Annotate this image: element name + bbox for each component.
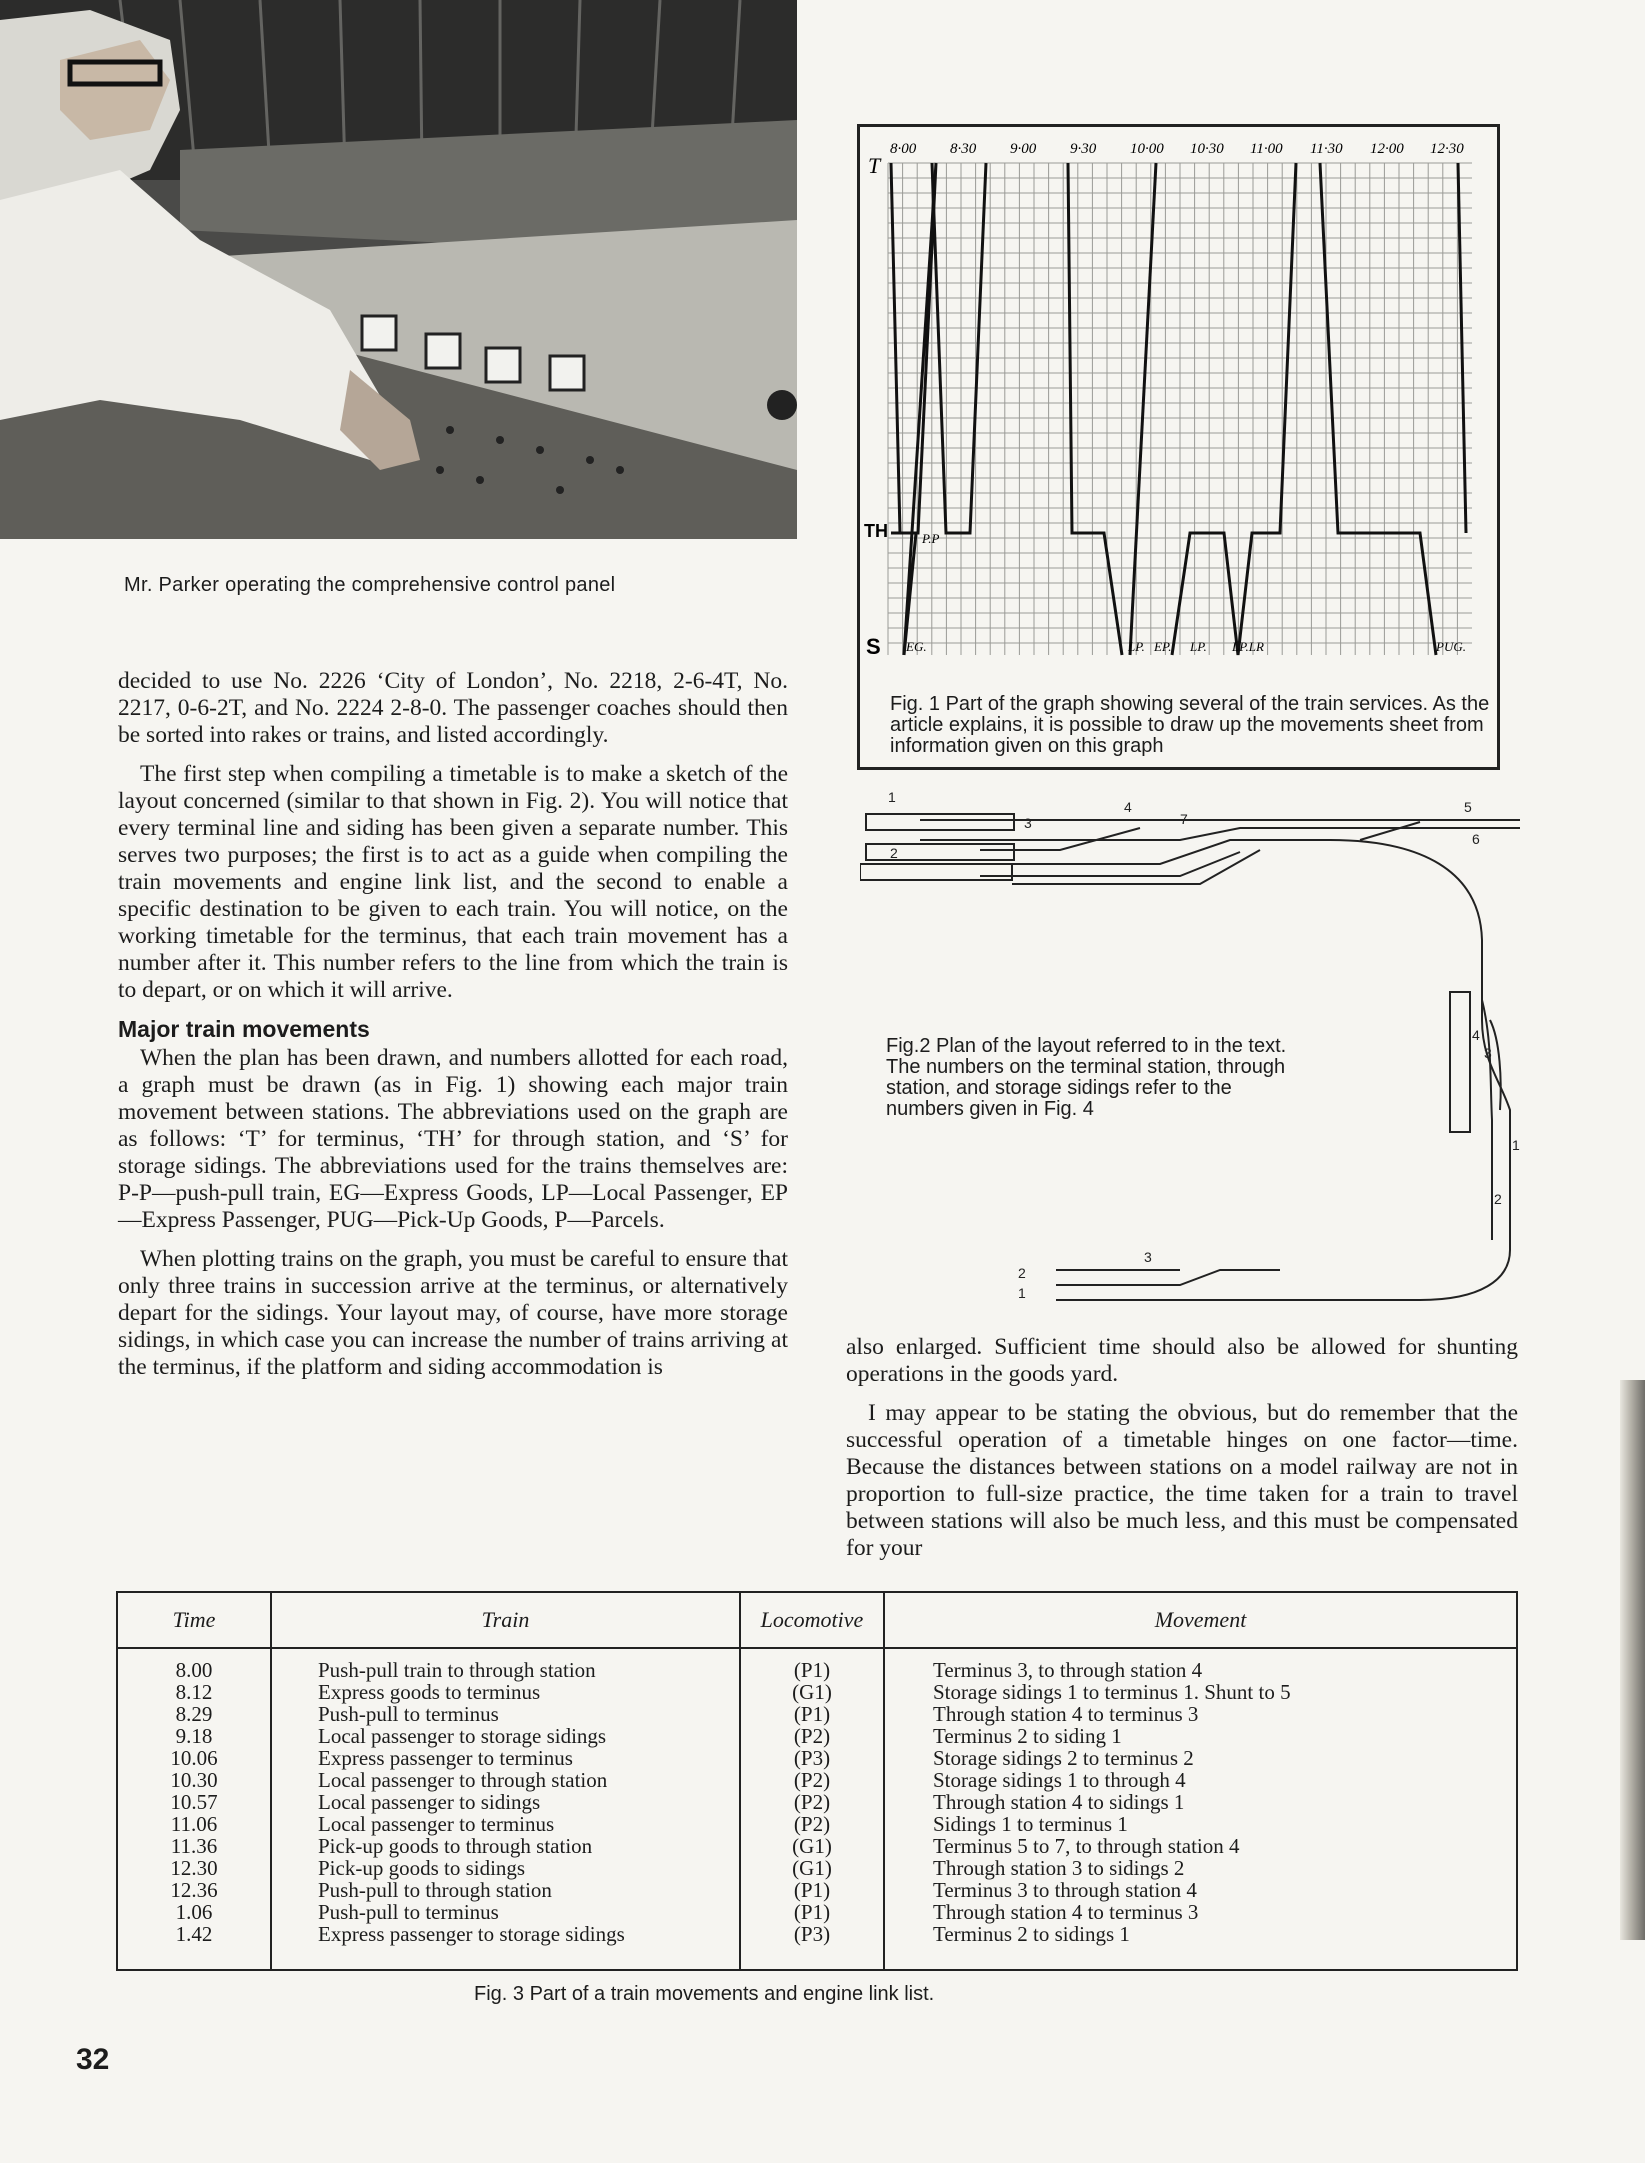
graph-time-label: 12·00 — [1370, 141, 1404, 157]
fig3-caption: Fig. 3 Part of a train movements and engine link list. — [474, 1983, 935, 2005]
time-cell: 9.18 — [175, 1724, 213, 1748]
photo-illustration — [0, 0, 797, 539]
locomotive-cell: (P3) — [793, 1922, 831, 1946]
time-column — [119, 1659, 269, 1945]
time-cell: 12.36 — [170, 1878, 218, 1902]
movement-cell: Through station 4 to sidings 1 — [933, 1790, 1185, 1814]
graph-row-label-s: S — [866, 634, 881, 659]
fig1-graph — [860, 127, 1497, 767]
track-number: 3 — [1484, 1045, 1492, 1061]
graph-label: EP. — [1154, 639, 1172, 654]
locomotive-cell: (P1) — [793, 1900, 831, 1924]
train-cell: Express goods to terminus — [318, 1680, 541, 1704]
train-cell: Local passenger to storage sidings — [318, 1724, 607, 1748]
graph-train-line — [1130, 163, 1156, 655]
movement-column — [933, 1659, 1515, 1945]
graph-time-label: 11·00 — [1250, 141, 1283, 157]
locomotive-cell: (G1) — [792, 1834, 832, 1858]
train-cell: Express passenger to terminus — [318, 1746, 573, 1770]
locomotive-cell: (P1) — [793, 1658, 831, 1682]
table-header-movement: Movement — [884, 1593, 1516, 1648]
graph-time-label: 12·30 — [1430, 141, 1464, 157]
page-number: 32 — [76, 2043, 110, 2076]
paragraph: When the plan has been drawn, and numbers allotted for each road, a graph must be drawn (as in Fig. 1) showing each major train movement between stations. The abbreviations used on the graph are as follows: ‘T’ for terminus, ‘TH’ for through station, and ‘S’ for storage sidings. The abbreviations used for the trains themselves are: P-P—push-pull train, EG—Express Goods, LP—Local Passenger, EP—Express Passenger, PUG—Pick-Up Goods, P—Parcels. — [118, 1045, 788, 1233]
movement-cell: Through station 3 to sidings 2 — [933, 1856, 1185, 1880]
track-number: 4 — [1124, 799, 1132, 815]
graph-train-line — [891, 163, 936, 655]
graph-row-label-t: T — [868, 153, 881, 178]
graph-train-line — [1172, 163, 1296, 655]
fig1-graph-frame — [857, 124, 1500, 770]
paragraph: When plotting trains on the graph, you must be careful to ensure that only three trains in succession arrive at the terminus, or alternatively depart for the sidings. Your layout may, of course, have more storage sidings, in which case you can increase the number of trains arriving at the terminus, if the platform and siding accommodation is — [118, 1246, 788, 1380]
graph-time-label: 9·00 — [1010, 141, 1037, 157]
track-number: 2 — [890, 845, 898, 861]
time-cell: 10.57 — [170, 1790, 218, 1814]
train-cell: Local passenger to terminus — [318, 1812, 555, 1836]
time-cell: 11.36 — [170, 1834, 218, 1858]
train-cell: Push-pull train to through station — [318, 1658, 596, 1682]
graph-time-label: 9·30 — [1070, 141, 1097, 157]
movement-cell: Storage sidings 1 to terminus 1. Shunt to 5 — [933, 1680, 1291, 1704]
fig1-caption: Fig. 1 Part of the graph showing several of the train services. As the article explains, it is possible to draw up the movements sheet from information given on this graph — [890, 693, 1490, 757]
movement-cell: Terminus 2 to siding 1 — [933, 1724, 1122, 1748]
time-cell: 1.06 — [175, 1900, 213, 1924]
graph-time-label: 10·00 — [1130, 141, 1164, 157]
graph-label: LP.LR — [1232, 639, 1264, 654]
locomotive-cell: (P2) — [793, 1724, 831, 1748]
time-cell: 8.29 — [175, 1702, 213, 1726]
time-cell: 1.42 — [175, 1922, 213, 1946]
time-cell: 8.00 — [175, 1658, 213, 1682]
movement-cell: Sidings 1 to terminus 1 — [933, 1812, 1128, 1836]
graph-train-line — [1320, 163, 1436, 655]
track-number: 1 — [888, 789, 896, 805]
fig3-movements-table — [116, 1591, 1518, 1971]
track-number: 1 — [1512, 1137, 1520, 1153]
graph-time-label: 8·00 — [890, 141, 917, 157]
paragraph: also enlarged. Sufficient time should also be allowed for shunting operations in the goods yard. — [846, 1334, 1518, 1387]
track-number: 2 — [1494, 1191, 1502, 1207]
paragraph: decided to use No. 2226 ‘City of London’, No. 2218, 2-6-4T, No. 2217, 0-6-2T, and No. 2224 2-8-0. The passenger coaches should then be sorted into rakes or trains, and listed accordingly. — [118, 668, 788, 748]
locomotive-cell: (P1) — [793, 1878, 831, 1902]
track-number: 3 — [1144, 1249, 1152, 1265]
train-cell: Push-pull to through station — [318, 1878, 552, 1902]
track-number: 7 — [1180, 811, 1188, 827]
photo-caption: Mr. Parker operating the comprehensive control panel — [124, 574, 616, 596]
paragraph: The first step when compiling a timetable is to make a sketch of the layout concerned (similar to that shown in Fig. 2). You will notice that every terminal line and siding has been given a separate number. This serves two purposes; the first is to act as a guide when compiling the train movements and engine link list, and the second to enable a specific destination to be given to each train. You will notice, on the working timetable for the terminus, that each train movement has a number after it. This number refers to the line from which the train is to depart, or on which it will arrive. — [118, 761, 788, 1003]
graph-time-label: 10·30 — [1190, 141, 1224, 157]
graph-time-label: 11·30 — [1310, 141, 1343, 157]
movement-cell: Terminus 2 to sidings 1 — [933, 1922, 1130, 1946]
movements-table — [118, 1593, 1516, 1969]
time-cell: 12.30 — [170, 1856, 218, 1880]
graph-label: P.P — [922, 531, 940, 546]
locomotive-cell: (G1) — [792, 1680, 832, 1704]
graph-label: LP. — [1128, 639, 1145, 654]
train-cell: Express passenger to storage sidings — [318, 1922, 625, 1946]
time-cell: 10.06 — [170, 1746, 218, 1770]
page-edge-shadow — [1620, 1380, 1645, 1940]
table-header-locomotive: Locomotive — [740, 1593, 884, 1648]
locomotive-column — [742, 1659, 882, 1945]
table-header-time: Time — [118, 1593, 271, 1648]
movement-cell: Through station 4 to terminus 3 — [933, 1900, 1199, 1924]
graph-label: PUG. — [1436, 639, 1466, 654]
train-cell: Local passenger to sidings — [318, 1790, 541, 1814]
track-number: 2 — [1018, 1265, 1026, 1281]
train-cell: Pick-up goods to sidings — [318, 1856, 526, 1880]
movement-cell: Through station 4 to terminus 3 — [933, 1702, 1199, 1726]
train-cell: Push-pull to terminus — [318, 1702, 499, 1726]
movement-cell: Terminus 3 to through station 4 — [933, 1878, 1197, 1902]
fig2-caption: Fig.2 Plan of the layout referred to in the text. The numbers on the terminal station, through station, and storage sidings refer to the numbers given in Fig. 4 — [886, 1035, 1287, 1120]
graph-time-label: 8·30 — [950, 141, 977, 157]
train-cell: Push-pull to terminus — [318, 1900, 499, 1924]
time-cell: 8.12 — [175, 1680, 213, 1704]
train-cell: Pick-up goods to through station — [318, 1834, 593, 1858]
movement-cell: Storage sidings 2 to terminus 2 — [933, 1746, 1194, 1770]
graph-label: LP. — [1190, 639, 1207, 654]
graph-label: EG. — [906, 639, 927, 654]
movement-cell: Storage sidings 1 to through 4 — [933, 1768, 1186, 1792]
locomotive-cell: (G1) — [792, 1856, 832, 1880]
track-number: 3 — [1024, 815, 1032, 831]
locomotive-cell: (P2) — [793, 1790, 831, 1814]
paragraph: I may appear to be stating the obvious, but do remember that the successful operation of a timetable hinges on one factor—time. Because the distances between stations on a model railway are not in proportion to full-size practice, the time taken for a train to travel between stations will also be much less, and this must be compensated for your — [846, 1400, 1518, 1561]
track-number: 5 — [1464, 799, 1472, 815]
table-header-train: Train — [271, 1593, 740, 1648]
track-number: 6 — [1472, 831, 1480, 847]
movement-cell: Terminus 3, to through station 4 — [933, 1658, 1203, 1682]
track-number: 1 — [1018, 1285, 1026, 1301]
section-heading: Major train movements — [118, 1016, 370, 1042]
train-column — [318, 1659, 738, 1945]
graph-row-label-th: TH — [864, 521, 888, 541]
photo-control-panel — [0, 0, 797, 539]
graph-train-line — [1068, 163, 1122, 655]
train-cell: Local passenger to through station — [318, 1768, 608, 1792]
movement-cell: Terminus 5 to 7, to through station 4 — [933, 1834, 1240, 1858]
article-left-column — [118, 668, 788, 1393]
time-cell: 10.30 — [170, 1768, 218, 1792]
time-cell: 11.06 — [170, 1812, 218, 1836]
graph-time-labels — [890, 141, 1464, 157]
locomotive-cell: (P2) — [793, 1768, 831, 1792]
track-number: 4 — [1472, 1027, 1480, 1043]
locomotive-cell: (P2) — [793, 1812, 831, 1836]
locomotive-cell: (P1) — [793, 1702, 831, 1726]
article-right-column — [846, 1334, 1518, 1574]
locomotive-cell: (P3) — [793, 1746, 831, 1770]
